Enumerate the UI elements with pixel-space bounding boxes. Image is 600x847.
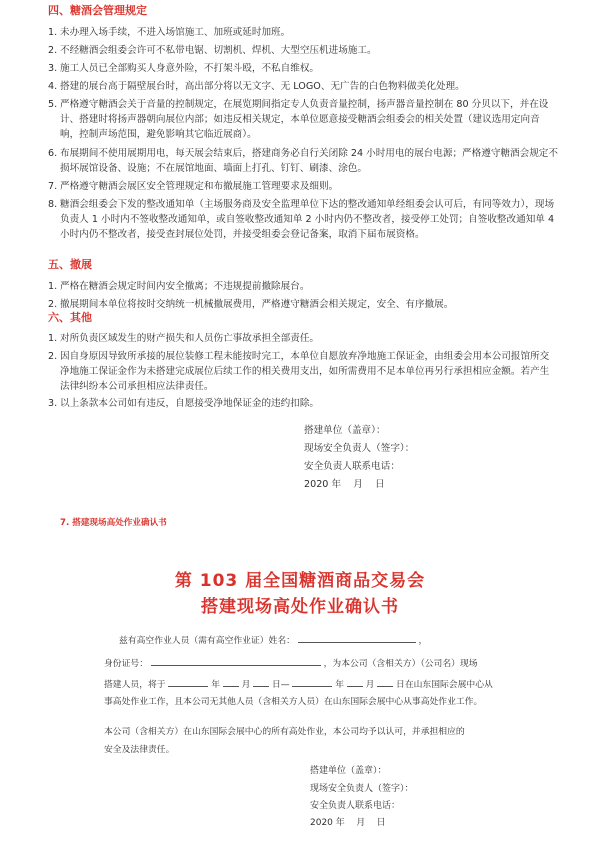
- list-item: 3. 施工人员已全部购买人身意外险，不打架斗殴，不私自维权。: [48, 63, 320, 74]
- end-day-blank[interactable]: [377, 677, 393, 687]
- list-item: 1. 对所负责区域发生的财产损失和人员伤亡事故承担全部责任。: [48, 333, 320, 344]
- signature-person: 现场安全负责人（签字）：: [310, 784, 414, 794]
- form-line-statement: 事高处作业工作，且本公司无其他人员（含相关方人员）在山东国际会展中心从事高处作业工作。: [104, 697, 483, 707]
- signature-phone: 安全负责人联系电话：: [304, 461, 400, 472]
- signature-date: 2020 年 月 日: [304, 479, 385, 490]
- section-heading-other: 六、其他: [48, 311, 92, 324]
- signature-date: 2020 年 月 日: [310, 818, 386, 828]
- end-year-blank[interactable]: [292, 677, 332, 687]
- end-month-blank[interactable]: [347, 677, 363, 687]
- list-item: 7. 严格遵守糖酒会展区安全管理规定和布撤展施工管理要求及细则。: [48, 181, 339, 192]
- signature-phone: 安全负责人联系电话：: [310, 801, 401, 811]
- list-item: 2. 撤展期间本单位将按时交纳统一机械撤展费用，严格遵守糖酒会相关规定，安全、有序撤展。: [48, 299, 454, 310]
- list-item: 1. 未办理入场手续，不进入场馆施工、加班或延时加班。: [48, 27, 291, 38]
- signature-unit: 搭建单位（盖章）：: [304, 425, 386, 436]
- doc-title-line2: 搭建现场高处作业确认书: [201, 597, 399, 617]
- doc-title-line1: 第 103 届全国糖酒商品交易会: [174, 571, 426, 591]
- list-item: 6. 布展期间不使用展期用电，每天展会结束后，搭建商务必自行关闭除 24 小时用电的展台电源；严格遵守糖酒会规定不损坏展馆设备、设施；不在展馆地面、墙面上打孔、钉钉、刷漆、涂色。: [48, 148, 558, 174]
- start-month-blank[interactable]: [223, 677, 239, 687]
- list-item: 4. 搭建的展台高于隔壁展台时，高出部分将以无文字、无 LOGO、无广告的白色物料做美化处理。: [48, 81, 465, 92]
- name-blank[interactable]: [298, 633, 416, 643]
- start-year-blank[interactable]: [168, 677, 208, 687]
- list-item: 2. 因自身原因导致所承接的展位装修工程未能按时完工，本单位自愿放弃净地施工保证金，由组委会用本公司报馆所交净地施工保证金作为未搭建完成展位后续工作的相关费用支出，如所需费用不足本单位再另行承担相应金额。若产生法律纠纷本公司承担相应法律责任。: [48, 351, 550, 392]
- form-line-id: 身份证号： ，为本公司（含相关方）（公司名）现场: [104, 656, 478, 671]
- form-para2-line2: 安全及法律责任。: [104, 745, 175, 755]
- signature-unit: 搭建单位（盖章）：: [310, 766, 387, 776]
- list-item: 1. 严格在糖酒会规定时间内安全撤离；不违规提前撤除展台。: [48, 281, 310, 292]
- list-item: 2. 不经糖酒会组委会许可不私带电锯、切割机、焊机、大型空压机进场施工。: [48, 45, 377, 56]
- form-line-name: 兹有高空作业人员（需有高空作业证）姓名： ，: [119, 633, 427, 648]
- start-day-blank[interactable]: [253, 677, 269, 687]
- list-item: 5. 严格遵守糖酒会关于音量的控制规定，在展览期间指定专人负责音量控制，扬声器音量控制在 80 分贝以下，并在设计、搭建时将扬声器朝向展位内部；如违反相关规定，本单位愿意接受糖酒会组委会的相关处置（建议选用定向音响，控制声场范围，避免影响其它临近展商）。: [48, 99, 549, 140]
- list-item: 3. 以上条款本公司如有违反，自愿接受净地保证金的违约扣除。: [48, 398, 320, 409]
- id-number-blank[interactable]: [151, 656, 321, 666]
- list-item: 8. 糖酒会组委会下发的整改通知单（主场服务商及安全监理单位下达的整改通知单经组委会认可后，有同等效力），现场负责人 1 小时内不签收整改通知单，或自签收整改通知单 2 小时内仍不整改者，接受停工处罚；自签收整改通知单 4 小时内仍不整改者，接受查封展位处罚，并接受组委会登记备案，取消下届布展资格。: [48, 199, 555, 240]
- form-para2-line1: 本公司（含相关方）在山东国际会展中心的所有高处作业，本公司均予以认可，并承担相应的: [104, 727, 465, 737]
- section-caption: 7. 搭建现场高处作业确认书: [60, 518, 167, 528]
- signature-person: 现场安全负责人（签字）：: [304, 443, 415, 454]
- section-heading-management: 四、糖酒会管理规定: [48, 4, 147, 17]
- section-heading-dismantle: 五、撤展: [48, 258, 92, 271]
- form-line-dates: 搭建人员，将于 年 月 日— 年 月 日在山东国际会展中心从: [104, 677, 493, 692]
